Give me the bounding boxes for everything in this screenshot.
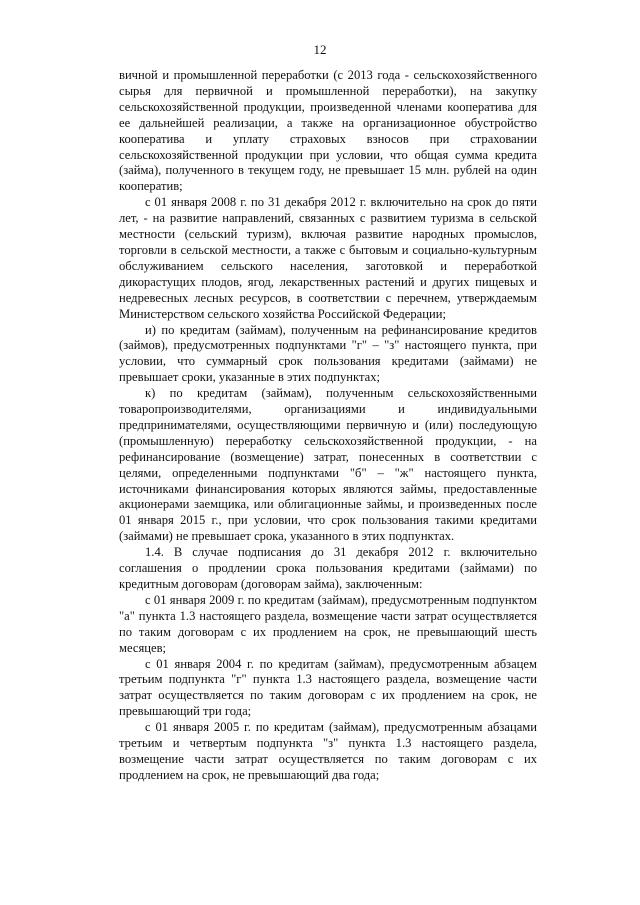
document-body xyxy=(119,68,537,784)
paragraph-section-1-4: 1.4. В случае подписания до 31 декабря 2012 г. включительно соглашения о продлении срока пользования кредитами (займами) по кредитным договорам (договорам займа), заключенным: xyxy=(119,545,537,591)
paragraph-item-i: и) по кредитам (займам), полученным на рефинансирование кредитов (займов), предусмотренных подпунктами "г" – "з" настоящего пункта, при условии, что суммарный срок пользования кредитами (займами) не превышает сроки, указанные в этих подпунктах; xyxy=(119,322,537,385)
paragraph-continuation: вичной и промышленной переработки (с 2013 года - сельскохозяйственного сырья для первичной и промышленной переработки), на закупку сельскохозяйственной продукции, произведенной членами кооператива для ее дальнейшей реализации, а также на организационное обустройство кооператива и уплату страховых взносов при страховании сельскохозяйственной продукции при условии, что общая сумма кредита (займа), полученного в текущем году, не превышает 15 млн. рублей на один кооператив; xyxy=(119,68,537,194)
paragraph-rural-tourism: с 01 января 2008 г. по 31 декабря 2012 г. включительно на срок до пяти лет, - на развитие направлений, связанных с развитием туризма в сельской местности (сельский туризм), включая развитие народных промыслов, торговли в сельской местности, а также с бытовым и социально-культурным обслуживанием сельского населения, заготовкой и переработкой дикорастущих плодов, ягод, лекарственных растений и других пищевых и недревесных лесных ресурсов, в соответствии с перечнем, утверждаемым Министерством сельского хозяйства Российской Федерации; xyxy=(119,195,537,321)
paragraph-item-k: к) по кредитам (займам), полученным сельскохозяйственными товаропроизводителями, организациями и индивидуальными предпринимателями, осуществляющими первичную и (или) последующую (промышленную) переработку сельскохозяйственной продукции, - на рефинансирование (возмещение) затрат, понесенных в соответствии с целями, определенными подпунктами "б" – "ж" настоящего пункта, источниками финансирования которых являются займы, предоставленные акционерами заемщика, или облигационные займы, и произведенных после 01 января 2015 г., при условии, что срок пользования такими кредитами (займами) не превышает срока, указанного в этих подпунктах. xyxy=(119,386,537,544)
paragraph-2009-extension: с 01 января 2009 г. по кредитам (займам), предусмотренным подпунктом "а" пункта 1.3 настоящего раздела, возмещение части затрат осуществляется по таким договорам с их продлением на срок, не превышающий шесть месяцев; xyxy=(119,592,537,655)
paragraph-2004-extension: с 01 января 2004 г. по кредитам (займам), предусмотренным абзацем третьим подпункта "г" пункта 1.3 настоящего раздела, возмещение части затрат осуществляется по таким договорам с их продлением на срок, не превышающий три года; xyxy=(119,656,537,719)
paragraph-2005-extension: с 01 января 2005 г. по кредитам (займам), предусмотренным абзацами третьим и четвертым подпункта "з" пункта 1.3 настоящего раздела, возмещение части затрат осуществляется по таким договорам с их продлением на срок, не превышающий два года; xyxy=(119,720,537,782)
page-number: 12 xyxy=(313,42,327,57)
